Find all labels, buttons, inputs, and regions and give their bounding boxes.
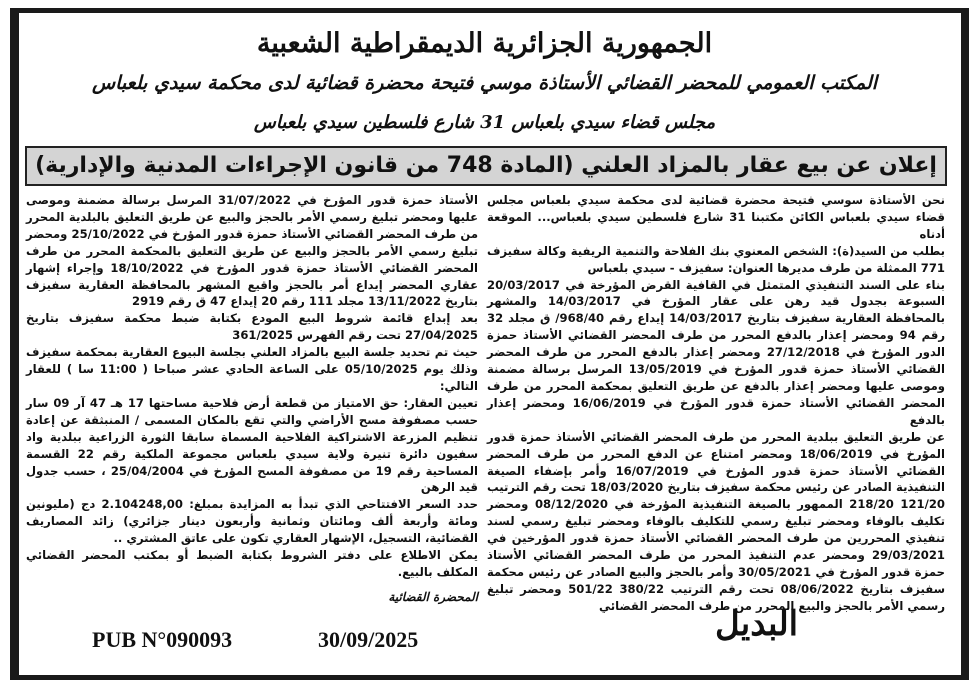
paragraph: بعد إبداع قائمة شروط البيع المودع بكتابة ضبط محكمة سفيزف بتاريخ 27/04/2025 تحت رقم الفهرس 361/2025 (26, 311, 478, 343)
paragraph: نحن الأستاذة سوسي فتيحة محضرة قضائية لدى محكمة سيدي بلعباس مجلس قضاء سيدي بلعباس الكائن مكتبنا 31 شارع فلسطين سيدي بلعباس... الموقعة أدناه (487, 193, 945, 241)
paragraph: يمكن الاطلاع على دفتر الشروط بكتابة الضبط أو بمكتب المحضر القضائي المكلف بالبيع. (26, 548, 478, 579)
paragraph: الأستاذ حمزة قدور المؤرخ في 31/07/2022 المرسل برسالة مضمنة وموصى عليها ومحضر تبليغ رسمي الأمر بالحجز والبيع عن طريق التعليق بالبلدية المحرر من طرف المحضر القضائي الأستاذ حمزة قدور المؤرخ في 25/10/2022 ومحضر تبليغ رسمي الأمر بالحجز والبيع عن طريق التعليق بالمحكمة المحرر من طرف المحضر القضائي الأستاذ حمزة قدور المؤرخ في 18/10/2022 وإجراء إشهار عقاري المحضر إيداع أمر بالحجز واقيع المشهر بالمحافظة العقارية سفيزف بتاريخ 13/11/2022 مجلد 111 رقم 20 إيداع 47 ق رقم 2919 (26, 193, 479, 309)
paragraph: عن طريق التعليق ببلدية المحرر من طرف المحضر القضائي الأستاذ حمزة قدور المؤرخ في 18/06/2019 ومحضر امتناع عن الدفع المحرر من طرف المحضر القضائي الأستاذ حمزة قدور المؤرخ في 16/07/2019 وأمر بإضفاء الصيغة التنفيذية الصادر عن رئيس محكمة سفيزف بتاريخ 18/03/2020 تحت رقم الترتيب 121/20 218/20 الممهور بالصيغة التنفيذية المؤرخة في 08/12/2020 ومحضر تكليف بالوفاء ومحضر تبليغ رسمي للتكليف بالوفاء ومحضر تبليغ رسمي لسند تنفيذي المحررين من طرف المحضر القضائي الأستاذ حمزة قدور المؤرخين في 29/03/2021 ومحضر عدم التنفيذ المحرر من طرف المحضر القضائي الأستاذ حمزة قدور المؤرخ في 30/05/2021 وأمر بالحجز والبيع الصادر عن رئيس محكمة سفيزف بتاريخ 08/06/2022 تحت رقم الترتيب 380/22 501/22 ومحضر تبليغ رسمي الأمر بالحجز والبيع المحرر من طرف المحضر القضائي (487, 429, 946, 613)
republic-title: الجمهورية الجزائرية الديمقراطية الشعبية (256, 28, 713, 59)
paragraph: حدد السعر الافتتاحي الذي تبدأ به المزايدة بمبلغ: 2.104248,00 دج (مليونين ومائة وأربعة ألف ومائتان وثمانية وأربعون دينار جزائري) زائد المصاريف القضائية، التسجيل، الإشهار العقاري تكون على عاتق المشتري .. (26, 497, 478, 546)
pub-number: PUB N°090093 (92, 627, 233, 652)
paragraph: بطلب من السيد(ة): الشخص المعنوي بنك الفلاحة والتنمية الريفية وكالة سفيزف 771 الممثلة من طرف مديرها العنوان: سفيزف - سيدي بلعباس (487, 243, 945, 275)
office-line: المكتب العمومي للمحضر القضائي الأستاذة موسي فتيحة محضرة قضائية لدى محكمة سيدي بلعباس (91, 72, 878, 94)
paragraph: بناء على السند التنفيذي المتمثل في القافية القرض المؤرخة في 20/03/2017 السبوعة بجدول قيد رهن على عقار المؤرخ في 14/03/2017 والمشهر بالمحافظة العقارية سفيزف بتاريخ 14/03/2017 إيداع رقم 968/40/ ق مجلد 32 رقم 94 ومحضر إعذار بالدفع المحرر من طرف المحضر القضائي الأستاذ حمزة الدور المؤرخ في 27/12/2018 ومحضر إعذار بالدفع المحرر من طرف المحضر القضائي الأستاذ حمزة قدور المؤرخ في 13/05/2019 المرسل برسالة مضمنة وموصى عليها ومحضر إعذار بالدفع عن طريق التعليق بمحكمة المحرر من طرف المحضر القضائي الأستاذ حمزة قدور المؤرخ في 16/06/2019 ومحضر إعذار بالدفع (487, 277, 945, 427)
newspaper-label: البديل (715, 604, 799, 644)
right-column (487, 192, 945, 615)
publication-date: 30/09/2025 (318, 627, 419, 652)
signature: المحضرة القضائية (388, 589, 478, 604)
left-column (26, 192, 478, 606)
announcement-banner: إعلان عن بيع عقار بالمزاد العلني (المادة 748 من قانون الإجراءات المدنية والإدارية) (25, 146, 947, 186)
paragraph: حيث تم تحديد جلسة البيع بالمزاد العلني بجلسة البيوع العقارية بمحكمة سفيزف وذلك يوم 05/10/2025 على الساعة الحادي عشر صباحا ( 11:00 سا ) للعقار التالي: (26, 345, 478, 393)
address-line: مجلس قضاء سيدي بلعباس 31 شارع فلسطين سيدي بلعباس (253, 112, 716, 133)
paragraph: تعيين العقار: حق الامتياز من قطعة أرض فلاحية مساحتها 17 هـ 47 آر 09 سار حسب مصفوفة مسح الأراضي والتي تقع بالمكان المسمى / المنبثقة عن إعادة تنظيم المزرعة الاشتراكية الفلاحية المسماة سابقا الثورة الزراعية ببلدية واد سفيون دائرة تنيرة ولاية سيدي بلعباس مجموعة الملكية رقم 22 القسمة المساحية رقم 19 من مصفوفة المسح المؤرخ في 25/04/2004 ، حسب جدول قيد الرهن (26, 395, 479, 495)
